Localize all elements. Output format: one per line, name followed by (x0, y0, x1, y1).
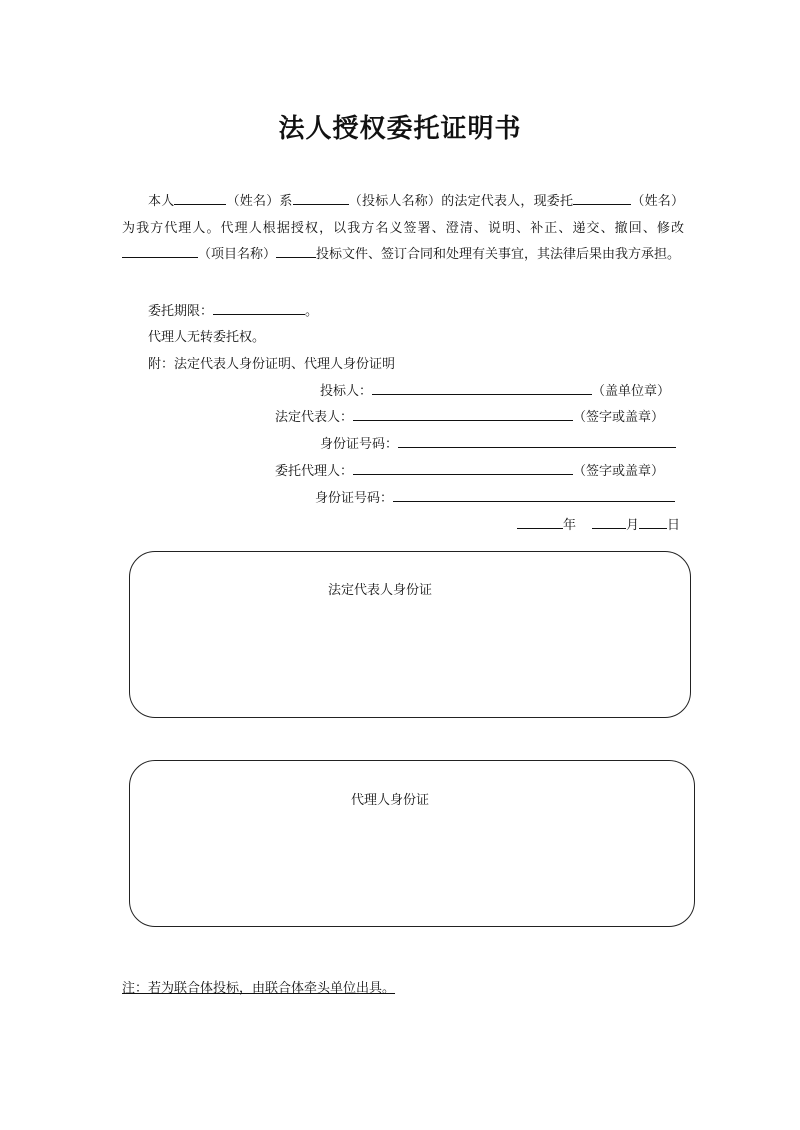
para-text-1: 本人 (148, 194, 175, 209)
id-line-1 (398, 432, 676, 448)
id-label-1: 身份证号码： (320, 437, 399, 452)
day-label: 日 (667, 518, 681, 533)
attachment-line: 附：法定代表人身份证明、代理人身份证明 (148, 357, 396, 372)
para-text-2: （姓名）系 (226, 194, 293, 209)
para-text-3: （投标人名称）的法定代表人，现委托 (348, 194, 574, 209)
para-text-6: 投标文件、签订合同和处理有关事宜，其法律后果由我方承担。 (316, 247, 681, 262)
month-label: 月 (626, 518, 640, 533)
no-transfer-line: 代理人无转委托权。 (148, 330, 266, 345)
month-blank (592, 514, 626, 529)
date-row (517, 514, 680, 537)
para-text-4: （姓名）为我方代理人。代理人根据授权，以我方名义签署、澄清、说明、补正、递交、撤回、修改 (122, 194, 684, 236)
legal-rep-id-label: 法定代表人身份证 (327, 583, 432, 598)
name-blank (174, 190, 226, 205)
term-label: 委托期限： (148, 304, 214, 319)
id-row-2 (315, 486, 675, 510)
agent-note: （签字或盖章） (573, 464, 665, 479)
year-blank (517, 514, 563, 529)
term-end: 。 (305, 304, 319, 319)
legal-rep-label: 法定代表人： (275, 410, 354, 425)
para-text-5: （项目名称） (198, 247, 277, 262)
bidder-label: 投标人： (320, 384, 373, 399)
footnote: 注：若为联合体投标，由联合体牵头单位出具。 (122, 981, 396, 996)
bidder-signature-line (372, 379, 592, 395)
bidder-row (320, 379, 670, 403)
day-blank (639, 514, 667, 529)
doc-blank (276, 243, 316, 258)
bidder-name-blank (293, 190, 349, 205)
legal-rep-note: （签字或盖章） (573, 410, 665, 425)
bidder-note: （盖单位章） (592, 384, 671, 399)
year-label: 年 (563, 518, 577, 533)
project-name-blank (122, 243, 198, 258)
legal-rep-row (275, 405, 664, 429)
agent-signature-line (353, 459, 573, 475)
agent-name-blank (573, 190, 631, 205)
legal-rep-signature-line (353, 405, 573, 421)
agent-id-label: 代理人身份证 (350, 793, 429, 808)
authorization-paragraph (122, 189, 684, 269)
legal-rep-id-box (129, 551, 691, 718)
id-line-2 (393, 486, 675, 502)
agent-row (275, 459, 664, 483)
agent-id-box (129, 760, 695, 927)
id-row-1 (320, 432, 676, 456)
term-line (148, 299, 318, 325)
term-blank (213, 300, 305, 315)
id-label-2: 身份证号码： (315, 491, 394, 506)
agent-label: 委托代理人： (275, 464, 354, 479)
document-title: 法人授权委托证明书 (278, 114, 522, 144)
